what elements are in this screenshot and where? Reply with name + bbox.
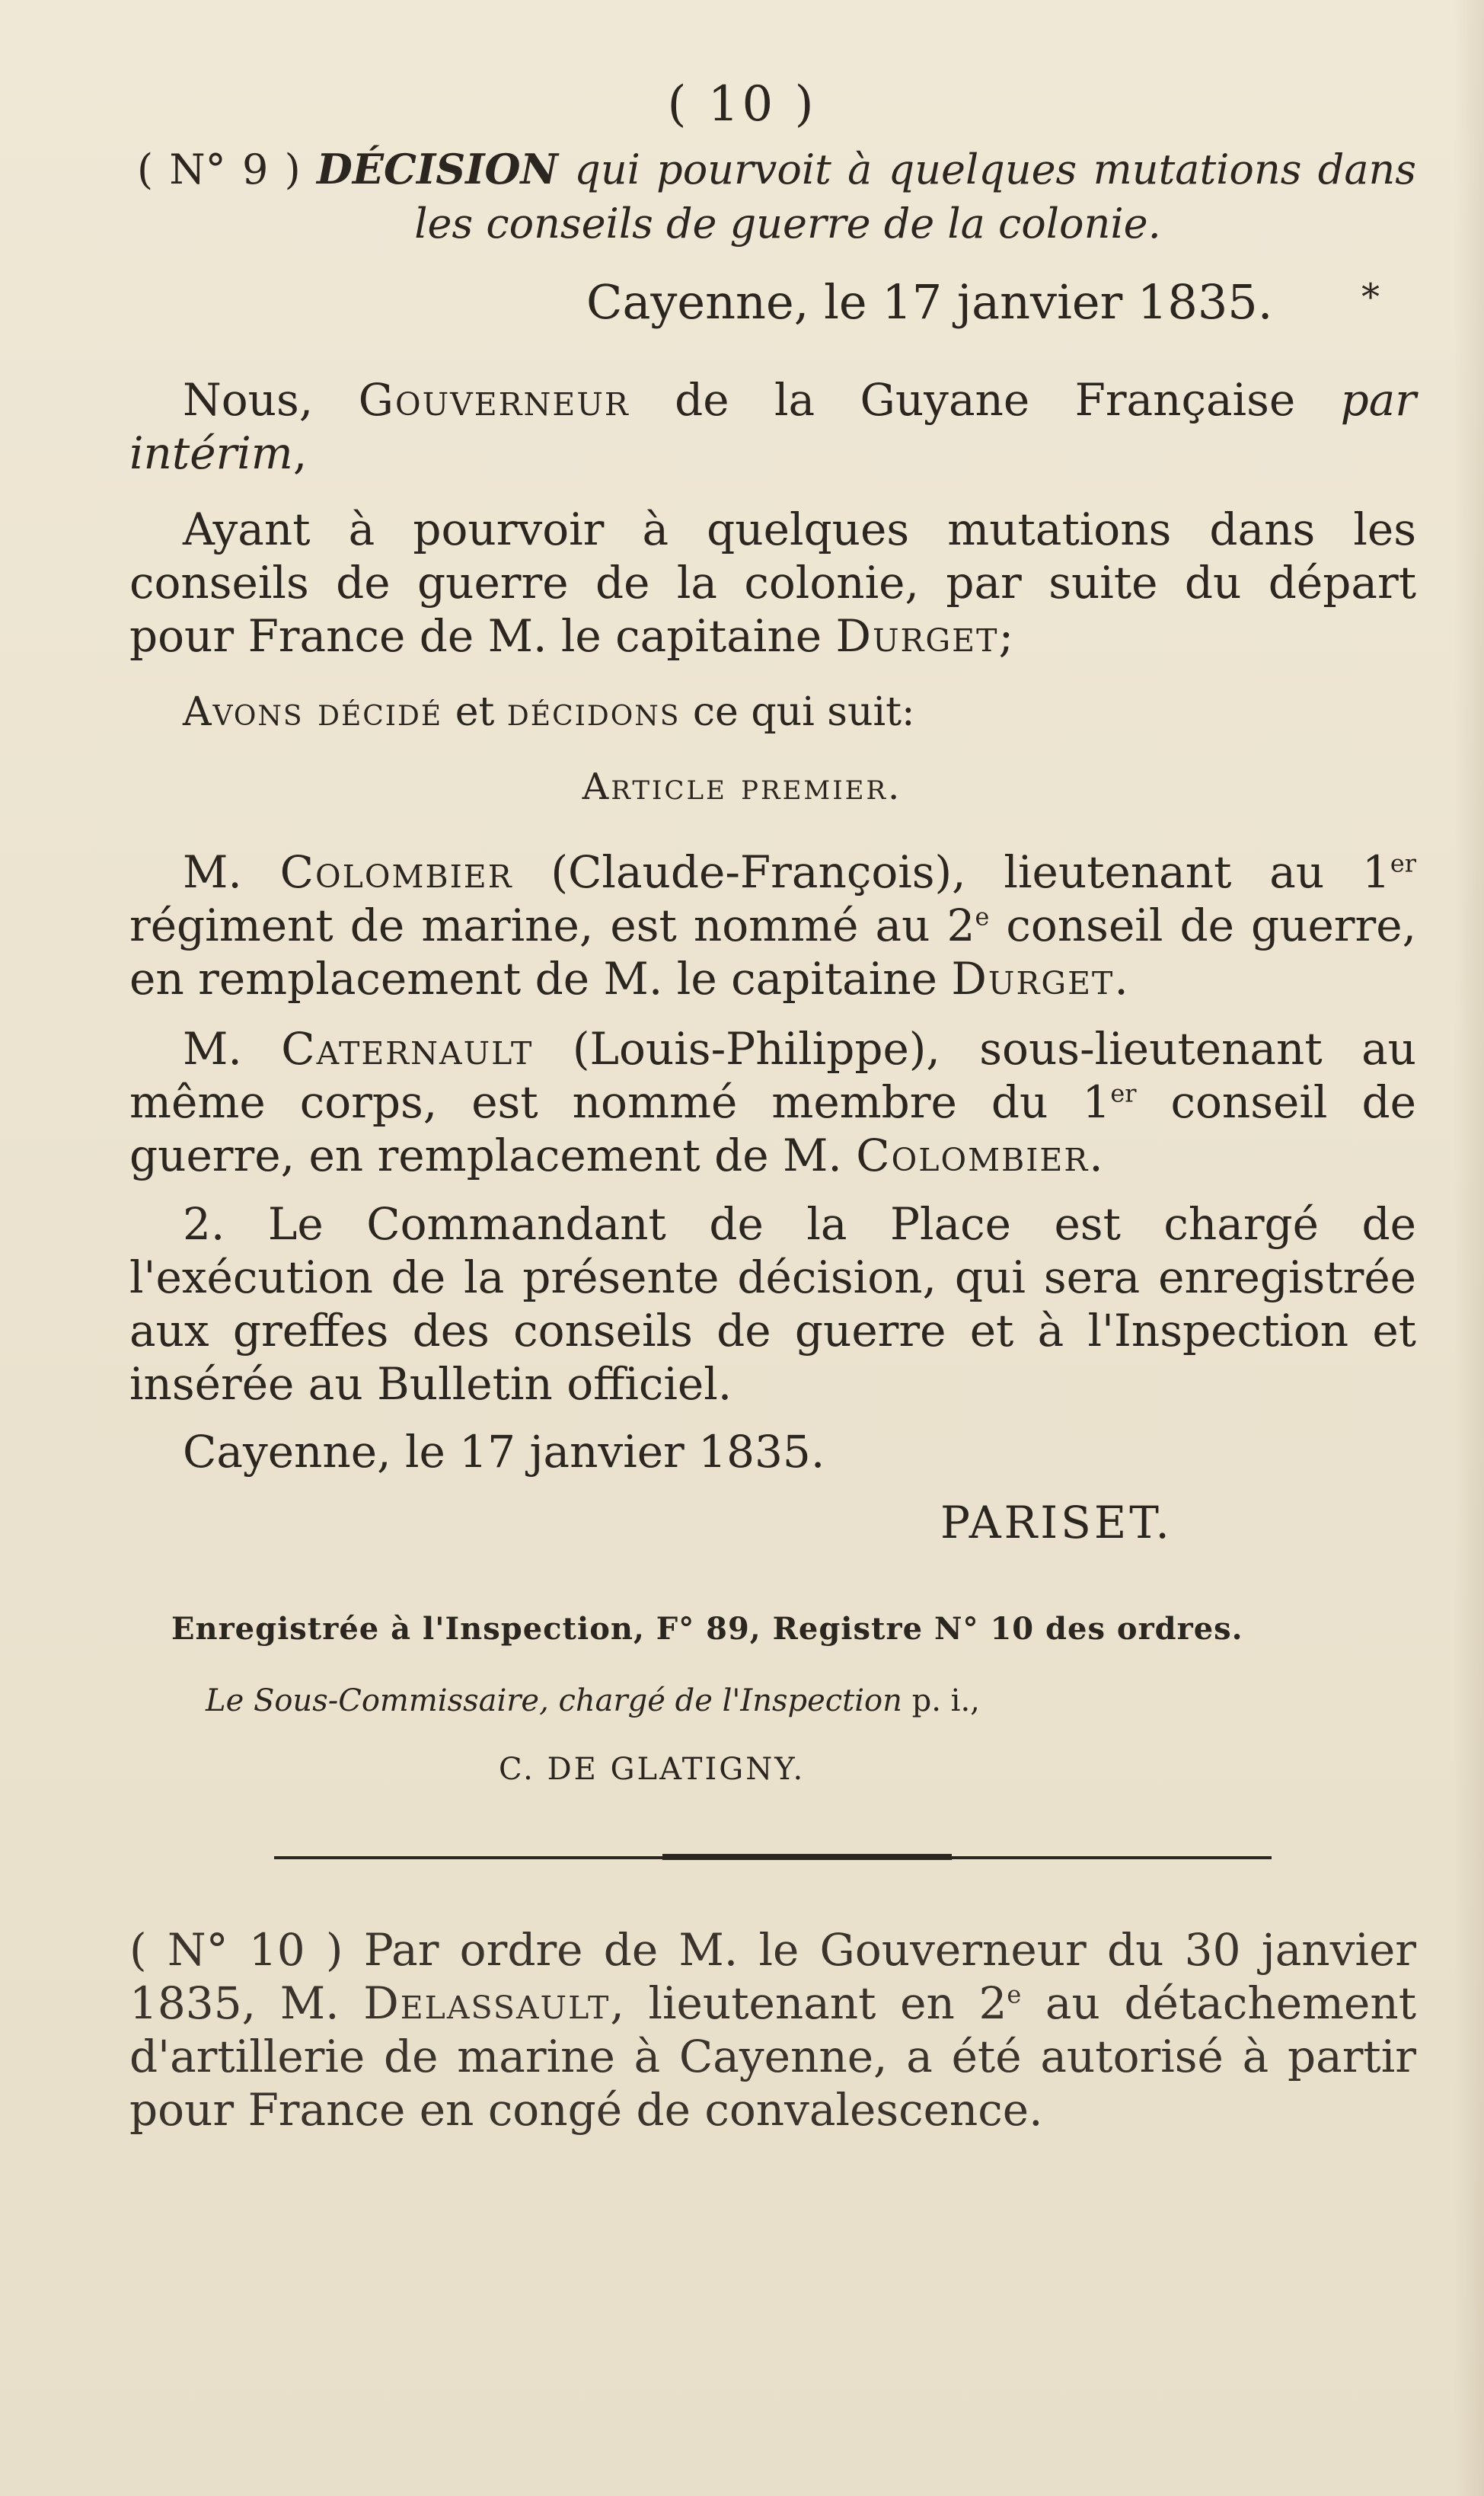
paragraph-colombier [129, 845, 1416, 1005]
m2-start: M. [183, 1023, 242, 1075]
no10-text1: , lieutenant en 2 [610, 1977, 1007, 2029]
m1-sup2: e [975, 902, 990, 932]
nous-par-interim: par intérim [129, 374, 1417, 479]
avons-end: ce qui suit: [692, 689, 915, 735]
m1-text3: conseil de guerre, en remplacement de M. le capitaine [129, 900, 1417, 1005]
sous-commissaire-end: p. i., [911, 1683, 980, 1718]
decision-title-line1 [137, 145, 1416, 193]
m1-text1: (Claude-François), lieutenant au 1 [551, 846, 1390, 898]
decision-title-word: DÉCISION [317, 145, 558, 193]
decision-title-line2: les conseils de guerre de la colonie. [414, 200, 1161, 248]
paragraph-avons [183, 689, 1416, 735]
paragraph-article-2: 2. Le Commandant de la Place est chargé de l'exécution de la présente décision, qui sera enregistrée aux greffes des conseils de guerre et à l'Inspection et insérée au Bulletin officiel. [129, 1198, 1416, 1410]
ayant-text: Ayant à pourvoir à quelques mutations dans les conseils de guerre de la colonie, par suite du départ pour France de M. le capitaine [129, 503, 1416, 662]
decision-number: ( N° 9 ) [137, 145, 301, 193]
m1-end: . [1114, 953, 1128, 1005]
sous-commissaire-italic: Le Sous-Commissaire, chargé de l'Inspection [206, 1683, 902, 1718]
no10-sup1: e [1007, 1980, 1022, 2009]
article-heading: Article premier. [582, 765, 902, 808]
nous-start: Nous, [183, 374, 314, 426]
avons-decidons: décidons [506, 689, 681, 735]
closing-date: Cayenne, le 17 janvier 1835. [183, 1426, 825, 1478]
m2-text1: (Louis-Philippe), sous-lieutenant au même corps, est nommé membre du 1 [129, 1023, 1417, 1128]
paragraph-ayant [129, 503, 1416, 663]
m2-text2: conseil de guerre, en remplacement de M. [129, 1076, 1416, 1181]
m1-start: M. [183, 846, 242, 898]
nous-gouverneur: Gouverneur [358, 374, 630, 426]
registration-note: Enregistrée à l'Inspection, F° 89, Registre N° 10 des ordres. [171, 1611, 1243, 1647]
m1-sup1: er [1390, 849, 1417, 878]
paragraph-nous [129, 373, 1416, 480]
sous-commissaire-line [206, 1683, 980, 1718]
m1-name: Colombier [279, 846, 513, 898]
m1-name2: Durget [951, 953, 1115, 1005]
no10-name: Delassault [363, 1977, 611, 2029]
separator-rule-center [662, 1854, 952, 1860]
m2-sup1: er [1110, 1079, 1137, 1108]
ayant-name: Durget [835, 610, 999, 662]
m2-name2: Colombier [856, 1130, 1090, 1181]
m2-name: Caternault [281, 1023, 534, 1075]
nous-end: , [292, 427, 308, 479]
signature-glatigny: C. DE GLATIGNY. [499, 1752, 806, 1787]
m2-end: . [1089, 1130, 1103, 1181]
nous-middle: de la Guyane Française [675, 374, 1296, 426]
avons-decide: Avons décidé [183, 689, 443, 735]
avons-et: et [455, 689, 495, 735]
signature-pariset: PARISET. [940, 1497, 1173, 1548]
paragraph-caternault [129, 1022, 1416, 1182]
page-edge-shadow [1454, 0, 1484, 2496]
page-number: ( 10 ) [667, 76, 817, 133]
ayant-end: ; [998, 610, 1013, 662]
asterisk-mark: * [1361, 276, 1380, 318]
m1-text2: régiment de marine, est nommé au 2 [129, 900, 975, 951]
paragraph-no10 [129, 1923, 1416, 2136]
no10-start: ( N° 10 ) Par ordre de M. le Gouverneur du 30 janvier 1835, M. [129, 1924, 1416, 2029]
no10-text2: au détachement d'artillerie de marine à Cayenne, a été autorisé à partir pour France en congé de convalescence. [129, 1977, 1417, 2136]
decision-date: Cayenne, le 17 janvier 1835. [586, 274, 1273, 330]
decision-title-rest: qui pourvoit à quelques mutations dans [574, 145, 1416, 193]
